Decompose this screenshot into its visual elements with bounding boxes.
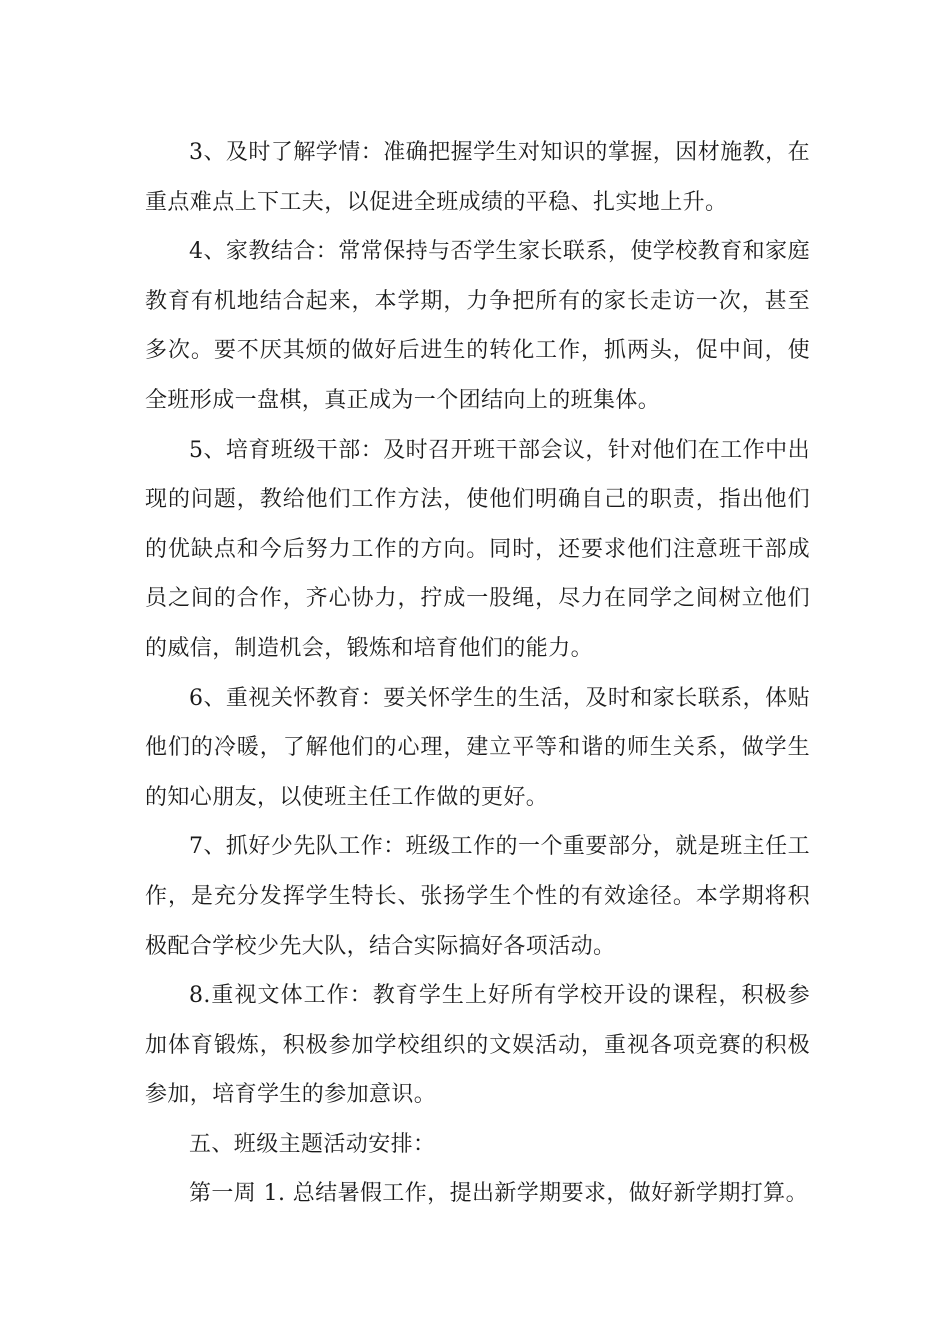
section-heading-activities: 五、班级主题活动安排：	[189, 1131, 436, 1157]
paragraph-8-sports-culture: 8.重视文体工作：教育学生上好所有学校开设的课程，积极参加体育锻炼，积极参加学校组织的文娱活动，重视各项竞赛的积极参加，培育学生的参加意识。	[145, 983, 810, 1108]
paragraph-3-learning-status: 3、及时了解学情：准确把握学生对知识的掌握，因材施教，在重点难点上下工夫，以促进全班成绩的平稳、扎实地上升。	[145, 140, 810, 215]
paragraph-7-young-pioneers: 7、抓好少先队工作：班级工作的一个重要部分，就是班主任工作，是充分发挥学生特长、张扬学生个性的有效途径。本学期将积极配合学校少先大队，结合实际搞好各项活动。	[145, 834, 810, 959]
paragraph-6-care-education: 6、重视关怀教育：要关怀学生的生活，及时和家长联系，体贴他们的冷暖，了解他们的心理，建立平等和谐的师生关系，做学生的知心朋友，以使班主任工作做的更好。	[145, 685, 810, 810]
document-body	[145, 128, 810, 1219]
paragraph-4-home-school: 4、家教结合：常常保持与否学生家长联系，使学校教育和家庭教育有机地结合起来，本学期，力争把所有的家长走访一次，甚至多次。要不厌其烦的做好后进生的转化工作，抓两头，促中间，使全班形成一盘棋，真正成为一个团结向上的班集体。	[145, 239, 810, 413]
week-one-item: 第一周 1. 总结暑假工作，提出新学期要求，做好新学期打算。	[189, 1181, 808, 1207]
paragraph-5-class-cadres: 5、培育班级干部：及时召开班干部会议，针对他们在工作中出现的问题，教给他们工作方法，使他们明确自己的职责，指出他们的优缺点和今后努力工作的方向。同时，还要求他们注意班干部成员之间的合作，齐心协力，拧成一股绳，尽力在同学之间树立他们的威信，制造机会，锻炼和培育他们的能力。	[145, 437, 810, 661]
